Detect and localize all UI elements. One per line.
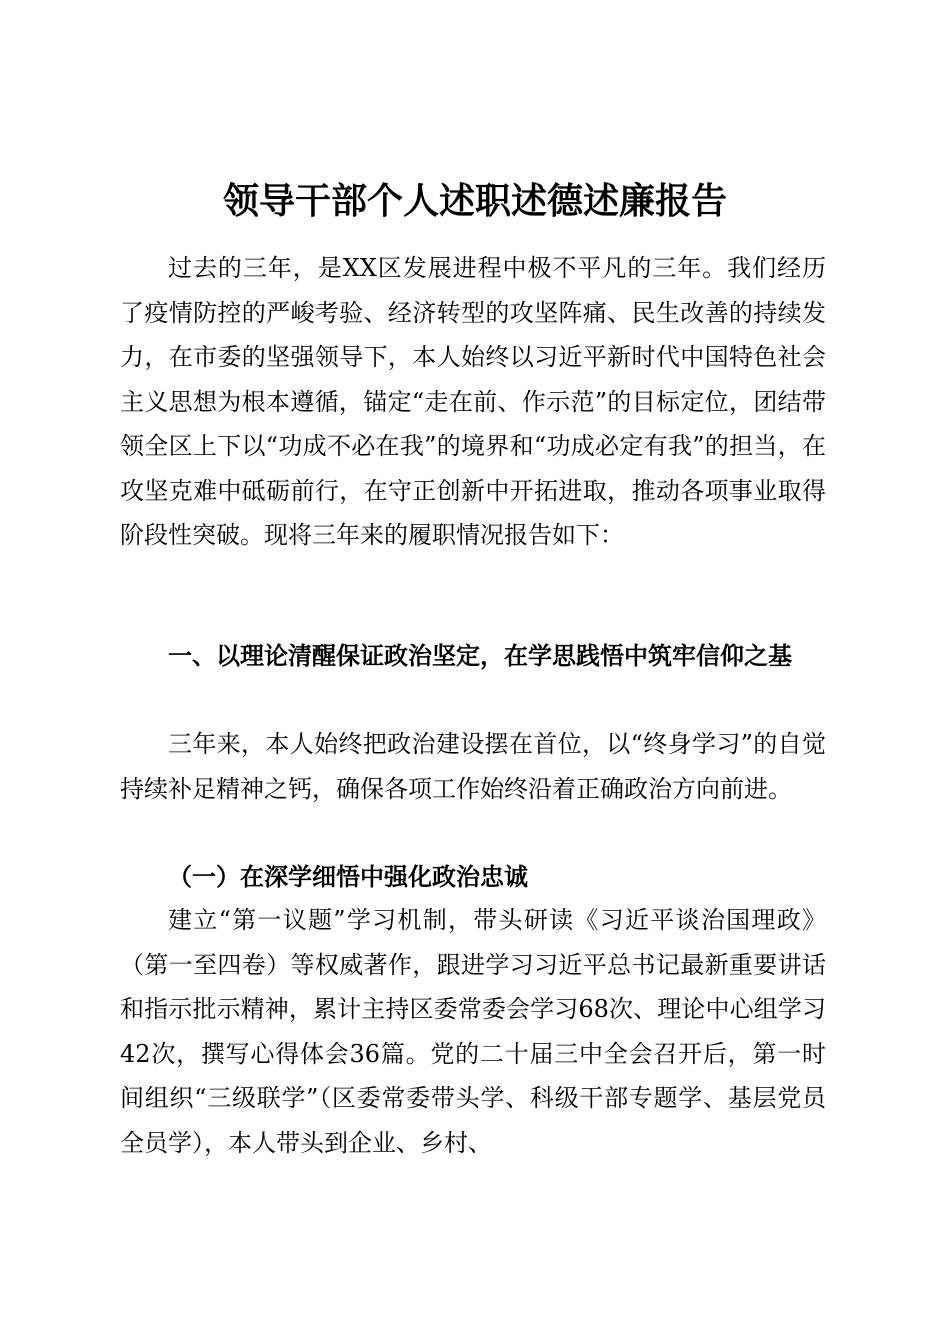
document-title: 领导干部个人述职述德述廉报告 <box>222 180 727 222</box>
intro-paragraph: 过去的三年，是XX区发展进程中极不平凡的三年。我们经历了疫情防控的严峻考验、经济转型的攻坚阵痛、民生改善的持续发力，在市委的坚强领导下，本人始终以习近平新时代中国特色社会主义思想为根本遵循，锚定“走在前、作示范”的目标定位，团结带领全区上下以“功成不必在我”的境界和“功成必定有我”的担当，在攻坚克难中砥砺前行，在守正创新中开拓进取，推动各项事业取得阶段性突破。现将三年来的履职情况报告如下： <box>120 254 826 549</box>
section-1-heading: 一、以理论清醒保证政治坚定，在学思践悟中筑牢信仰之基 <box>168 642 792 670</box>
subsection-1-paragraph: 建立“第一议题”学习机制，带头研读《习近平谈治国理政》（第一至四卷）等权威著作，跟进学习习近平总书记最新重要讲话和指示批示精神，累计主持区委常委会学习68次、理论中心组学习42次，撰写心得体会36篇。党的二十届三中全会召开后，第一时间组织“三级联学”（区委常委带头学、科级干部专题学、基层党员全员学），本人带头到企业、乡村、 <box>120 906 826 1157</box>
section-1-paragraph: 三年来，本人始终把政治建设摆在首位，以“终身学习”的自觉持续补足精神之钙，确保各项工作始终沿着正确政治方向前进。 <box>120 730 826 803</box>
subsection-1-heading: （一）在深学细悟中强化政治忠诚 <box>168 862 528 891</box>
